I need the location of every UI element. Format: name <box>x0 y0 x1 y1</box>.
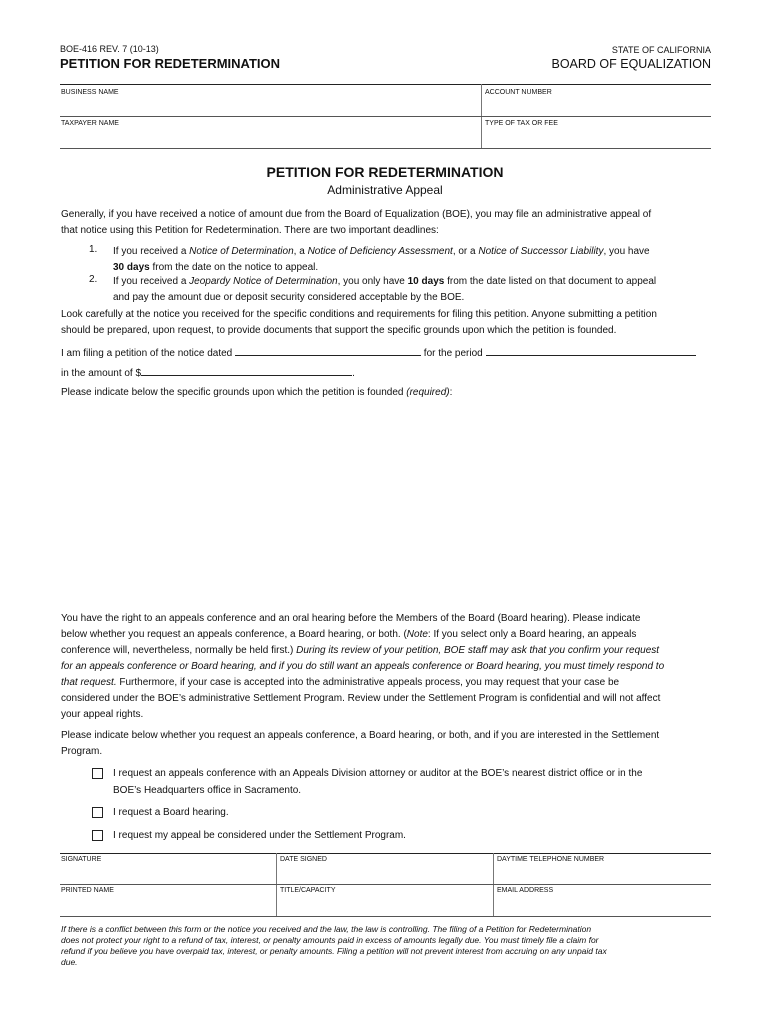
signature-field[interactable] <box>61 866 275 884</box>
business-name-label: BUSINESS NAME <box>61 89 119 96</box>
list-number: 1. <box>89 244 98 255</box>
state-label: STATE OF CALIFORNIA <box>611 45 711 55</box>
taxpayer-name-label: TAXPAYER NAME <box>61 120 119 127</box>
amount-line: in the amount of $ . <box>61 365 355 379</box>
taxpayer-name-field[interactable] <box>61 129 479 147</box>
indicate-paragraph: Please indicate below whether you request an appeals conference, a Board hearing, or both, and if you are interested in the Settlement Program. <box>61 730 660 757</box>
amount-field[interactable] <box>141 365 352 376</box>
business-name-field[interactable] <box>61 98 479 116</box>
page-subtitle: Administrative Appeal <box>327 183 443 197</box>
intro-paragraph: Generally, if you have received a notice of amount due from the Board of Equalization (BOE), you may file an administrative appeal of that notice using this Petition for Redetermination. There are two important deadlines: <box>61 209 652 236</box>
instructions-paragraph: Look carefully at the notice you received for the specific conditions and requirements for filing this petition. Anyone submitting a petition should be prepared, upon request, to provide documents that support the specific grounds upon which the petition is founded. <box>61 309 657 336</box>
page-title: PETITION FOR REDETERMINATION <box>266 164 504 180</box>
signature-label: SIGNATURE <box>61 856 102 863</box>
grounds-text-area[interactable] <box>61 405 715 605</box>
date-signed-label: DATE SIGNED <box>280 856 327 863</box>
form-code: BOE-416 REV. 7 (10-13) <box>60 44 159 54</box>
settlement-program-option: I request my appeal be considered under the Settlement Program. <box>113 830 406 841</box>
filing-line: I am filing a petition of the notice dated for the period <box>61 345 696 359</box>
deadline-item-1: If you received a Notice of Determination, a Notice of Deficiency Assessment, or a Notice of Successor Liability, you have 30 days from the date on the notice to appeal. <box>113 246 650 273</box>
list-number: 2. <box>89 274 98 285</box>
email-label: EMAIL ADDRESS <box>497 887 554 894</box>
type-of-tax-label: TYPE OF TAX OR FEE <box>485 120 558 127</box>
divider <box>60 116 711 117</box>
rights-paragraph: You have the right to an appeals conference and an oral hearing before the Members of the Board (Board hearing). Please indicate below whether you request an appeals conference, a Board hearing, or both. (Note: If you select only a Board hearing, an appeals conference will, nevertheless, normally be held first.) During its review of your petition, BOE staff may ask that you confirm your request for an appeals conference or Board hearing, and if you do still want an appeals conference or Board hearing, you must timely respond to that request. Furthermore, if your case is accepted into the administrative appeals process, you may request that your case be considered under the BOE’s administrative Settlement Program. Review under the Settlement Program is confidential and will not affect your appeal rights. <box>61 613 665 720</box>
period-field[interactable] <box>486 345 696 356</box>
notice-date-field[interactable] <box>235 345 421 356</box>
title-capacity-label: TITLE/CAPACITY <box>280 887 336 894</box>
type-of-tax-field[interactable] <box>485 129 711 147</box>
email-field[interactable] <box>497 897 711 915</box>
deadline-item-2: If you received a Jeopardy Notice of Determination, you only have 10 days from the date listed on that document to appeal and pay the amount due or deposit security considered acceptable by the BOE. <box>113 276 657 303</box>
divider <box>60 84 711 85</box>
date-signed-field[interactable] <box>280 866 492 884</box>
appeals-conference-checkbox[interactable] <box>92 768 103 779</box>
form-title: PETITION FOR REDETERMINATION <box>60 56 281 71</box>
account-number-field[interactable] <box>485 98 711 116</box>
divider <box>60 884 711 885</box>
divider <box>60 916 711 917</box>
divider <box>60 148 711 149</box>
daytime-phone-field[interactable] <box>497 866 711 884</box>
board-hearing-option: I request a Board hearing. <box>113 807 229 818</box>
legal-disclaimer: If there is a conflict between this form or the notice you received and the law, the law is controlling. The filing of a Petition for Redetermination does not protect your right to a refund of tax, interest, or penalty amounts paid in excess of amounts legally due. You must timely file a claim for refund if you believe you have overpaid tax, interest, or penalty amounts. Filing a petition will not prevent interest from accruing on any unpaid tax due. <box>61 924 607 967</box>
divider <box>60 853 711 854</box>
printed-name-label: PRINTED NAME <box>61 887 114 894</box>
board-hearing-checkbox[interactable] <box>92 807 103 818</box>
grounds-label: Please indicate below the specific grounds upon which the petition is founded (required): <box>61 387 453 398</box>
daytime-phone-label: DAYTIME TELEPHONE NUMBER <box>497 856 605 863</box>
title-capacity-field[interactable] <box>280 897 492 915</box>
settlement-program-checkbox[interactable] <box>92 830 103 841</box>
appeals-conference-option: I request an appeals conference with an Appeals Division attorney or auditor at the BOE’s nearest district office or in the BOE’s Headquarters office in Sacramento. <box>113 768 643 796</box>
printed-name-field[interactable] <box>61 897 275 915</box>
account-number-label: ACCOUNT NUMBER <box>485 89 552 96</box>
agency-label: BOARD OF EQUALIZATION <box>551 57 711 71</box>
